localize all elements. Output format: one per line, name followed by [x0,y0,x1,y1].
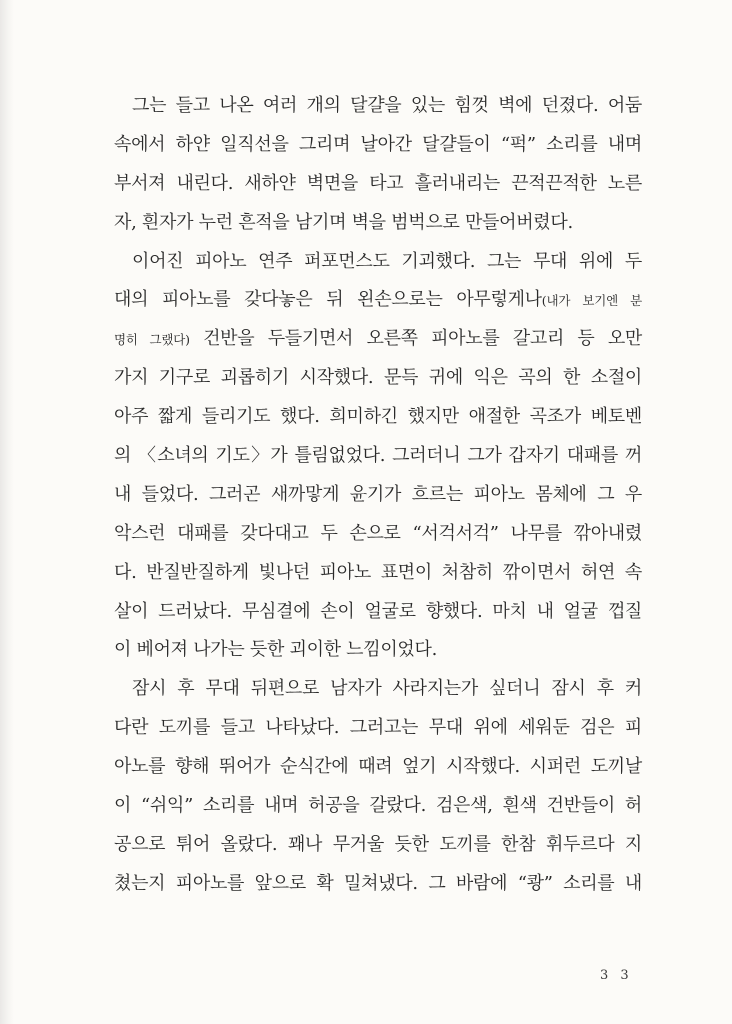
text-line: 내 들었다. 그러곤 새까맣게 윤기가 흐르는 피아노 몸체에 그 우 [114,483,642,505]
text-line: 의 〈소녀의 기도〉가 틀림없었다. 그러더니 그가 갑자기 대패를 꺼 [114,445,642,467]
text-line: 가지 기구로 괴롭히기 시작했다. 문득 귀에 익은 곡의 한 소절이 [114,367,642,389]
text-line: 이 베어져 나가는 듯한 괴이한 느낌이었다. [114,639,438,661]
text-line: 잠시 후 무대 뒤편으로 남자가 사라지는가 싶더니 잠시 후 커 [132,678,642,700]
text-line: 이어진 피아노 연주 퍼포먼스도 기괴했다. 그는 무대 위에 두 [132,250,642,272]
parenthetical-aside: (내가 보기엔 분 [541,293,642,309]
text-line: 쳤는지 피아노를 앞으로 확 밀쳐냈다. 그 바람에 “쾅” 소리를 내 [114,872,642,894]
text-segment: 건반을 두들기면서 오른쪽 피아노를 갈고리 등 오만 [203,328,642,350]
text-line: 속에서 하얀 일직선을 그리며 날아간 달걀들이 “퍽” 소리를 내며 [114,133,642,155]
text-line: 이 “쉬익” 소리를 내며 허공을 갈랐다. 검은색, 흰색 건반들이 허 [114,795,642,817]
text-line: 아주 짧게 들리기도 했다. 희미하긴 했지만 애절한 곡조가 베토벤 [114,406,642,428]
text-line [114,281,642,320]
parenthetical-aside: 명히 그랬다) [114,332,190,348]
page-gutter-shadow [0,0,14,1024]
text-line: 다란 도끼를 들고 나타났다. 그러고는 무대 위에 세워둔 검은 피 [114,717,642,739]
text-line: 그는 들고 나온 여러 개의 달걀을 있는 힘껏 벽에 던졌다. 어둠 [132,95,642,116]
body-text [114,87,642,904]
text-line: 악스런 대패를 갖다대고 두 손으로 “서걱서걱” 나무를 깎아내렸 [114,522,642,544]
text-segment: 대의 피아노를 갖다놓은 뒤 왼손으로는 아무렇게나 [114,289,542,311]
page-number: 3 3 [600,968,633,983]
text-line: 다. 반질반질하게 빛나던 피아노 표면이 처참히 깎이면서 허연 속 [114,561,642,583]
text-line: 부서져 내린다. 새하얀 벽면을 타고 흘러내리는 끈적끈적한 노른 [114,172,642,194]
text-line: 자, 흰자가 누런 흔적을 남기며 벽을 범벅으로 만들어버렸다. [114,211,573,233]
text-line: 공으로 튀어 올랐다. 꽤나 무거울 듯한 도끼를 한참 휘두르다 지 [114,833,642,855]
text-line: 아노를 향해 뛰어가 순식간에 때려 엎기 시작했다. 시퍼런 도끼날 [114,756,642,778]
text-line [114,320,642,359]
text-line: 살이 드러났다. 무심결에 손이 얼굴로 향했다. 마치 내 얼굴 껍질 [114,600,642,622]
